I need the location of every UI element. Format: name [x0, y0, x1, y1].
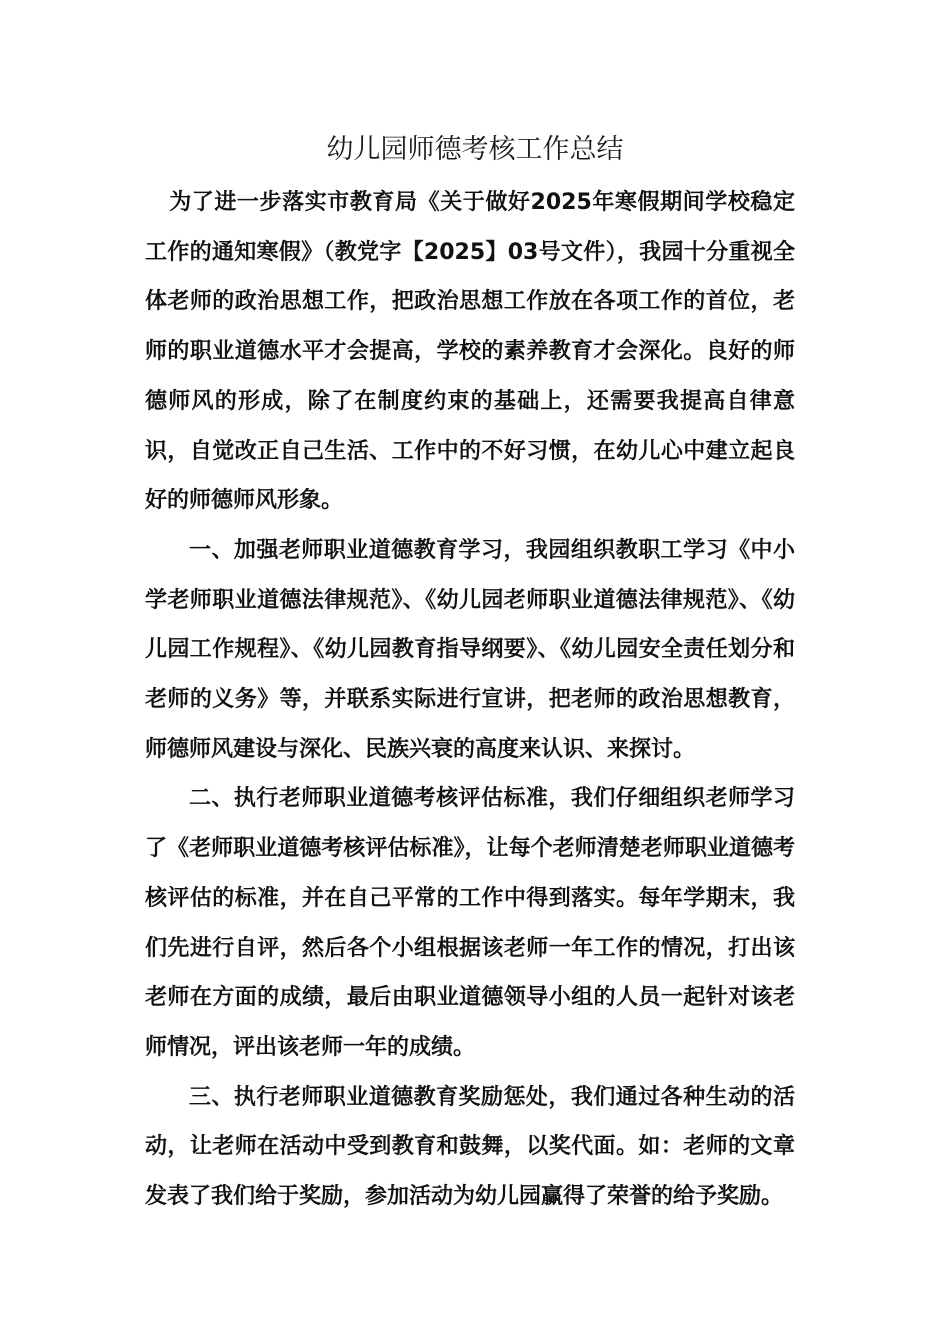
paragraph-section-3: 三、执行老师职业道德教育奖励惩处，我们通过各种生动的活动，让老师在活动中受到教育和鼓舞，以奖代面。如：老师的文章发表了我们给于奖励，参加活动为幼儿园赢得了荣誉的给予奖励。 — [145, 1084, 795, 1210]
document-body — [145, 178, 795, 1222]
paragraph-section-1: 一、加强老师职业道德教育学习，我园组织教职工学习《中小学老师职业道德法律规范》、《幼儿园老师职业道德法律规范》、《幼儿园工作规程》、《幼儿园教育指导纲要》、《幼儿园安全责任划分和老师的义务》等，并联系实际进行宣讲，把老师的政治思想教育，师德师风建设与深化、民族兴衰的高度来认识、来探讨。 — [145, 537, 795, 762]
paragraph-intro: 为了进一步落实市教育局《关于做好2025年寒假期间学校稳定工作的通知寒假》（教党字【2025】03号文件），我园十分重视全体老师的政治思想工作，把政治思想工作放在各项工作的首位，老师的职业道德水平才会提高，学校的素养教育才会深化。良好的师德师风的形成，除了在制度约束的基础上，还需要我提高自律意识，自觉改正自己生活、工作中的不好习惯，在幼儿心中建立起良好的师德师风形象。 — [145, 190, 795, 514]
paragraph-section-2: 二、执行老师职业道德考核评估标准，我们仔细组织老师学习了《老师职业道德考核评估标准》，让每个老师清楚老师职业道德考核评估的标准，并在自己平常的工作中得到落实。每年学期末，我们先进行自评，然后各个小组根据该老师一年工作的情况，打出该老师在方面的成绩，最后由职业道德领导小组的人员一起针对该老师情况，评出该老师一年的成绩。 — [145, 786, 795, 1060]
document-title: 幼儿园师德考核工作总结 — [326, 134, 624, 165]
